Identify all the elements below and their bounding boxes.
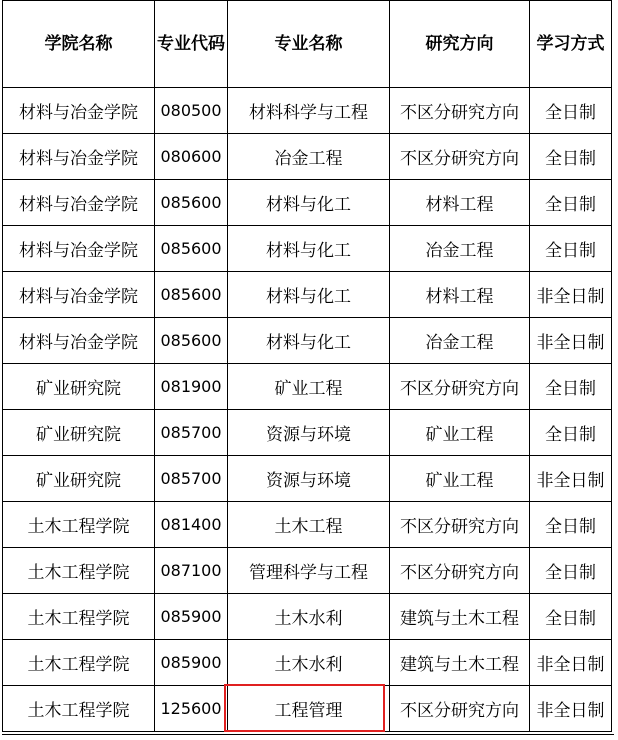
cell-mode: 非全日制 [530,686,612,732]
cell-mode: 全日制 [530,548,612,594]
cell-major: 材料与化工 [228,318,390,364]
program-table [2,0,612,732]
cell-code: 085700 [155,456,228,502]
cell-code: 081900 [155,364,228,410]
cell-major: 材料与化工 [228,226,390,272]
cell-direction: 不区分研究方向 [390,548,530,594]
cell-code: 080500 [155,88,228,134]
cell-mode: 全日制 [530,88,612,134]
cell-direction: 不区分研究方向 [390,502,530,548]
cell-college: 材料与冶金学院 [3,180,155,226]
cell-code: 125600 [155,686,228,732]
cell-code: 080600 [155,134,228,180]
header-major: 专业名称 [228,1,390,88]
table-row [3,502,612,548]
cell-major: 资源与环境 [228,410,390,456]
cell-direction: 不区分研究方向 [390,134,530,180]
table-row [3,88,612,134]
cell-code: 085600 [155,226,228,272]
cell-mode: 全日制 [530,180,612,226]
cell-college: 材料与冶金学院 [3,134,155,180]
cell-major: 工程管理 [228,686,390,732]
table-row [3,640,612,686]
header-direction: 研究方向 [390,1,530,88]
cell-college: 矿业研究院 [3,456,155,502]
cell-direction: 建筑与土木工程 [390,594,530,640]
cell-college: 矿业研究院 [3,364,155,410]
table-row [3,686,612,732]
table-row [3,594,612,640]
cell-direction: 矿业工程 [390,456,530,502]
table-body [3,88,612,732]
cell-college: 土木工程学院 [3,594,155,640]
cell-code: 085900 [155,594,228,640]
cell-direction: 冶金工程 [390,318,530,364]
cell-code: 085600 [155,318,228,364]
table-row [3,134,612,180]
cell-college: 矿业研究院 [3,410,155,456]
cell-mode: 全日制 [530,226,612,272]
cell-college: 土木工程学院 [3,640,155,686]
cell-college: 材料与冶金学院 [3,88,155,134]
cell-direction: 材料工程 [390,272,530,318]
cell-mode: 非全日制 [530,640,612,686]
cell-code: 081400 [155,502,228,548]
cell-major: 冶金工程 [228,134,390,180]
cell-direction: 不区分研究方向 [390,88,530,134]
cell-direction: 不区分研究方向 [390,364,530,410]
cell-mode: 全日制 [530,364,612,410]
cell-direction: 材料工程 [390,180,530,226]
table-row [3,548,612,594]
cell-major: 土木水利 [228,640,390,686]
header-code: 专业代码 [155,1,228,88]
cell-mode: 全日制 [530,410,612,456]
cell-code: 085700 [155,410,228,456]
cell-mode: 全日制 [530,134,612,180]
cell-direction: 不区分研究方向 [390,686,530,732]
table-row [3,364,612,410]
cell-code: 085600 [155,180,228,226]
cell-major: 土木工程 [228,502,390,548]
cell-major: 材料科学与工程 [228,88,390,134]
table-row [3,226,612,272]
cell-mode: 全日制 [530,502,612,548]
cell-major: 材料与化工 [228,272,390,318]
header-college: 学院名称 [3,1,155,88]
cell-mode: 非全日制 [530,456,612,502]
header-mode: 学习方式 [530,1,612,88]
cell-college: 材料与冶金学院 [3,318,155,364]
cell-direction: 矿业工程 [390,410,530,456]
cell-mode: 非全日制 [530,318,612,364]
table-row [3,456,612,502]
cell-major: 土木水利 [228,594,390,640]
cell-major: 矿业工程 [228,364,390,410]
table-row [3,272,612,318]
cell-code: 085600 [155,272,228,318]
cell-direction: 建筑与土木工程 [390,640,530,686]
table-row [3,410,612,456]
cell-college: 土木工程学院 [3,548,155,594]
cell-mode: 全日制 [530,594,612,640]
cell-college: 材料与冶金学院 [3,226,155,272]
cell-mode: 非全日制 [530,272,612,318]
cell-major: 资源与环境 [228,456,390,502]
table-row [3,180,612,226]
cell-code: 087100 [155,548,228,594]
cell-major: 管理科学与工程 [228,548,390,594]
cell-college: 材料与冶金学院 [3,272,155,318]
table-row [3,318,612,364]
cell-direction: 冶金工程 [390,226,530,272]
header-row [3,1,612,88]
cell-code: 085900 [155,640,228,686]
cut-off-row [2,734,614,740]
cell-major: 材料与化工 [228,180,390,226]
cell-college: 土木工程学院 [3,686,155,732]
cell-college: 土木工程学院 [3,502,155,548]
